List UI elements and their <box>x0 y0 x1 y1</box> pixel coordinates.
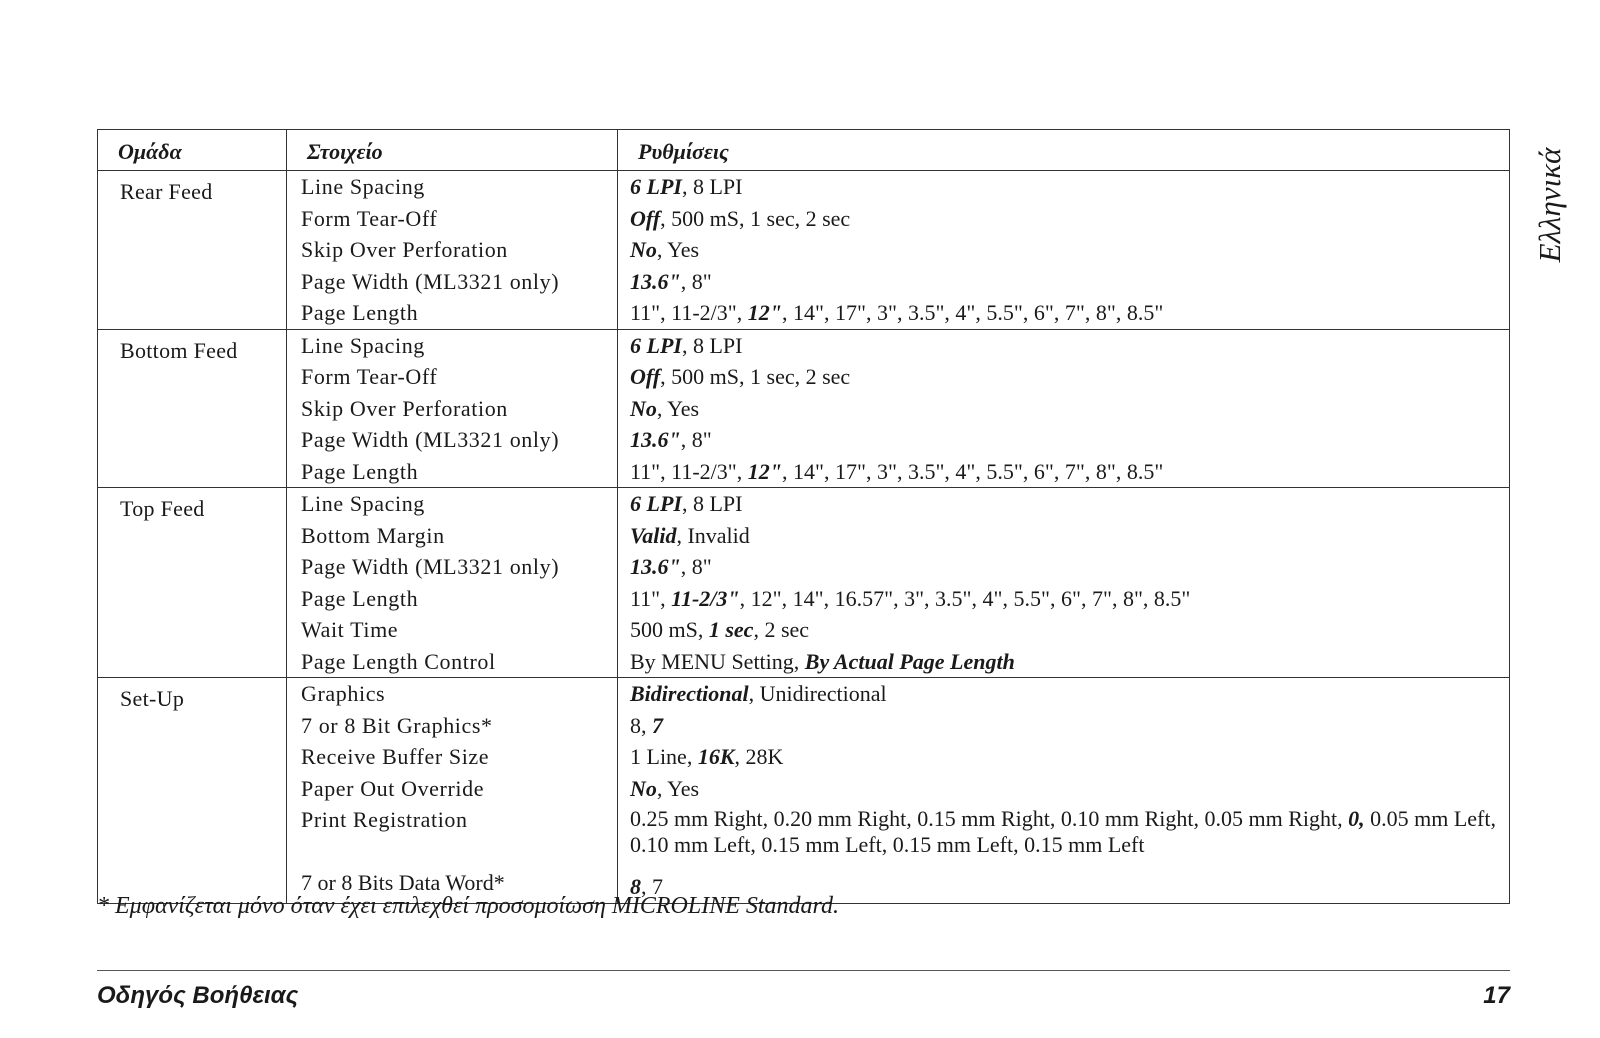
setting-values <box>618 456 1509 488</box>
default-value: Bidirectional <box>630 681 749 706</box>
default-value: 12" <box>747 300 782 325</box>
setting-item-label: Page Length <box>301 300 419 325</box>
option-value: 1 Line, <box>630 744 698 769</box>
setting-item-label: Line Spacing <box>301 491 425 516</box>
settings-cell <box>618 171 1510 330</box>
option-value: , 500 mS, 1 sec, 2 sec <box>660 205 851 231</box>
default-value: 0, <box>1348 806 1365 831</box>
default-value: 12" <box>747 458 782 484</box>
default-value: 11-2/3" <box>671 585 740 611</box>
option-value: , 14", 17", 3", 3.5", 4", 5.5", 6", 7", 8", 8.5" <box>782 458 1164 484</box>
setting-item-label: Print Registration <box>301 807 468 832</box>
setting-item-label: Line Spacing <box>301 332 425 358</box>
default-value: Off <box>630 205 661 231</box>
option-value: , 8 LPI <box>681 332 743 358</box>
option-value: , 8" <box>680 554 712 579</box>
setting-values <box>618 614 1509 646</box>
setting-values <box>618 330 1509 362</box>
setting-item-label: Form Tear-Off <box>301 364 438 389</box>
group-name: Set-Up <box>98 678 287 904</box>
item-cell <box>287 329 618 488</box>
header-group: Ομάδα <box>98 130 287 171</box>
footer-title: Οδηγός Βοήθειας <box>97 982 299 1009</box>
setting-item-label: Bottom Margin <box>301 522 445 548</box>
option-value: 0.05 mm Left, 0.10 mm Left, 0.15 mm Left, 0.15 mm Left, 0.15 mm Left <box>630 806 1496 857</box>
setting-values <box>618 297 1509 329</box>
default-value: 13.6" <box>630 268 681 294</box>
setting-item-label: Page Width (ML3321 only) <box>301 554 560 579</box>
option-value: 11", 11-2/3", <box>630 300 748 325</box>
table-group-row <box>98 488 1510 678</box>
setting-values <box>618 678 1509 710</box>
default-value: Valid <box>630 522 677 548</box>
table-group-row <box>98 678 1510 904</box>
setting-values <box>618 741 1509 773</box>
option-value: 11", <box>630 585 672 611</box>
item-cell <box>287 488 618 678</box>
default-value: 13.6" <box>630 554 681 579</box>
option-value: , 28K <box>734 744 784 769</box>
default-value: Off <box>630 364 661 389</box>
setting-values <box>618 203 1509 235</box>
setting-item-label: Skip Over Perforation <box>301 395 508 421</box>
option-value: , 14", 17", 3", 3.5", 4", 5.5", 6", 7", 8", 8.5" <box>782 300 1164 325</box>
option-value: , 8" <box>680 427 712 452</box>
settings-cell <box>618 678 1510 904</box>
setting-item-label: 7 or 8 Bit Graphics* <box>301 712 493 738</box>
settings-cell <box>618 329 1510 488</box>
language-label: Ελληνικά <box>1532 147 1567 263</box>
option-value: , Yes <box>656 237 700 262</box>
setting-values <box>618 710 1509 742</box>
setting-item-label: Paper Out Override <box>301 775 485 801</box>
option-value: , Yes <box>656 395 700 421</box>
default-value: 7 <box>652 712 663 738</box>
option-value: , 8 LPI <box>681 491 743 516</box>
setting-item-label: 7 or 8 Bits Data Word* <box>301 870 505 895</box>
setting-values <box>618 393 1509 425</box>
setting-values <box>618 424 1509 456</box>
option-value: 8, <box>630 712 652 738</box>
option-value: , Invalid <box>676 522 750 548</box>
setting-item-label: Receive Buffer Size <box>301 744 490 769</box>
option-value: , 500 mS, 1 sec, 2 sec <box>660 364 851 389</box>
option-value: , Unidirectional <box>748 681 887 706</box>
setting-values <box>618 551 1509 583</box>
item-cell <box>287 678 618 904</box>
option-value: 0.25 mm Right, 0.20 mm Right, 0.15 mm Right, 0.10 mm Right, 0.05 mm Right, <box>630 806 1349 831</box>
default-value: 6 LPI <box>630 332 682 358</box>
setting-item-label: Page Length Control <box>301 648 496 674</box>
group-name: Bottom Feed <box>98 329 287 488</box>
setting-values <box>618 773 1509 805</box>
settings-table <box>97 129 1510 904</box>
header-settings: Ρυθμίσεις <box>618 130 1510 171</box>
default-value: No <box>630 775 657 801</box>
settings-cell <box>618 488 1510 678</box>
option-value: 11", 11-2/3", <box>630 458 748 484</box>
option-value: , 8 LPI <box>681 174 743 199</box>
default-value: By Actual Page Length <box>804 648 1015 674</box>
setting-values <box>618 488 1509 520</box>
default-value: No <box>630 237 657 262</box>
setting-item-label: Wait Time <box>301 617 399 642</box>
option-value: 500 mS, <box>630 617 709 642</box>
setting-item-label: Page Width (ML3321 only) <box>301 268 560 294</box>
setting-item-label: Page Length <box>301 585 419 611</box>
page-number: 17 <box>1483 982 1510 1009</box>
footer-divider <box>97 970 1510 971</box>
table-group-row <box>98 329 1510 488</box>
default-value: 13.6" <box>630 427 681 452</box>
table-body <box>98 171 1510 904</box>
option-value: , 8" <box>680 268 712 294</box>
setting-item-label: Page Length <box>301 458 419 484</box>
option-value: , Yes <box>656 775 700 801</box>
header-item: Στοιχείο <box>287 130 618 171</box>
setting-values <box>618 361 1509 393</box>
default-value: No <box>630 395 657 421</box>
setting-values <box>618 804 1509 871</box>
item-cell <box>287 171 618 330</box>
setting-item-label: Graphics <box>301 681 386 706</box>
default-value: 6 LPI <box>630 491 682 516</box>
option-value: , 2 sec <box>753 617 810 642</box>
setting-item-label: Line Spacing <box>301 174 425 199</box>
default-value: 16K <box>697 744 735 769</box>
setting-item-label: Skip Over Perforation <box>301 237 508 262</box>
language-side-tab <box>1520 130 1580 280</box>
setting-values <box>618 266 1509 298</box>
footnote: * Εμφανίζεται μόνο όταν έχει επιλεχθεί προσομοίωση MICROLINE Standard. <box>97 893 839 919</box>
setting-item-label: Page Width (ML3321 only) <box>301 427 560 452</box>
setting-values <box>618 234 1509 266</box>
default-value: 6 LPI <box>630 174 682 199</box>
group-name: Top Feed <box>98 488 287 678</box>
setting-values <box>618 583 1509 615</box>
option-value: By MENU Setting, <box>630 648 805 674</box>
setting-item-label: Form Tear-Off <box>301 205 438 231</box>
option-value: , 7 <box>641 874 663 899</box>
table-group-row <box>98 171 1510 330</box>
default-value: 1 sec <box>708 617 754 642</box>
group-name: Rear Feed <box>98 171 287 330</box>
setting-values <box>618 646 1509 678</box>
default-value: 8 <box>630 874 641 899</box>
setting-values <box>618 171 1509 203</box>
setting-values <box>618 520 1509 552</box>
table-header-row <box>98 130 1510 171</box>
option-value: , 12", 14", 16.57", 3", 3.5", 4", 5.5", 6", 7", 8", 8.5" <box>739 585 1191 611</box>
